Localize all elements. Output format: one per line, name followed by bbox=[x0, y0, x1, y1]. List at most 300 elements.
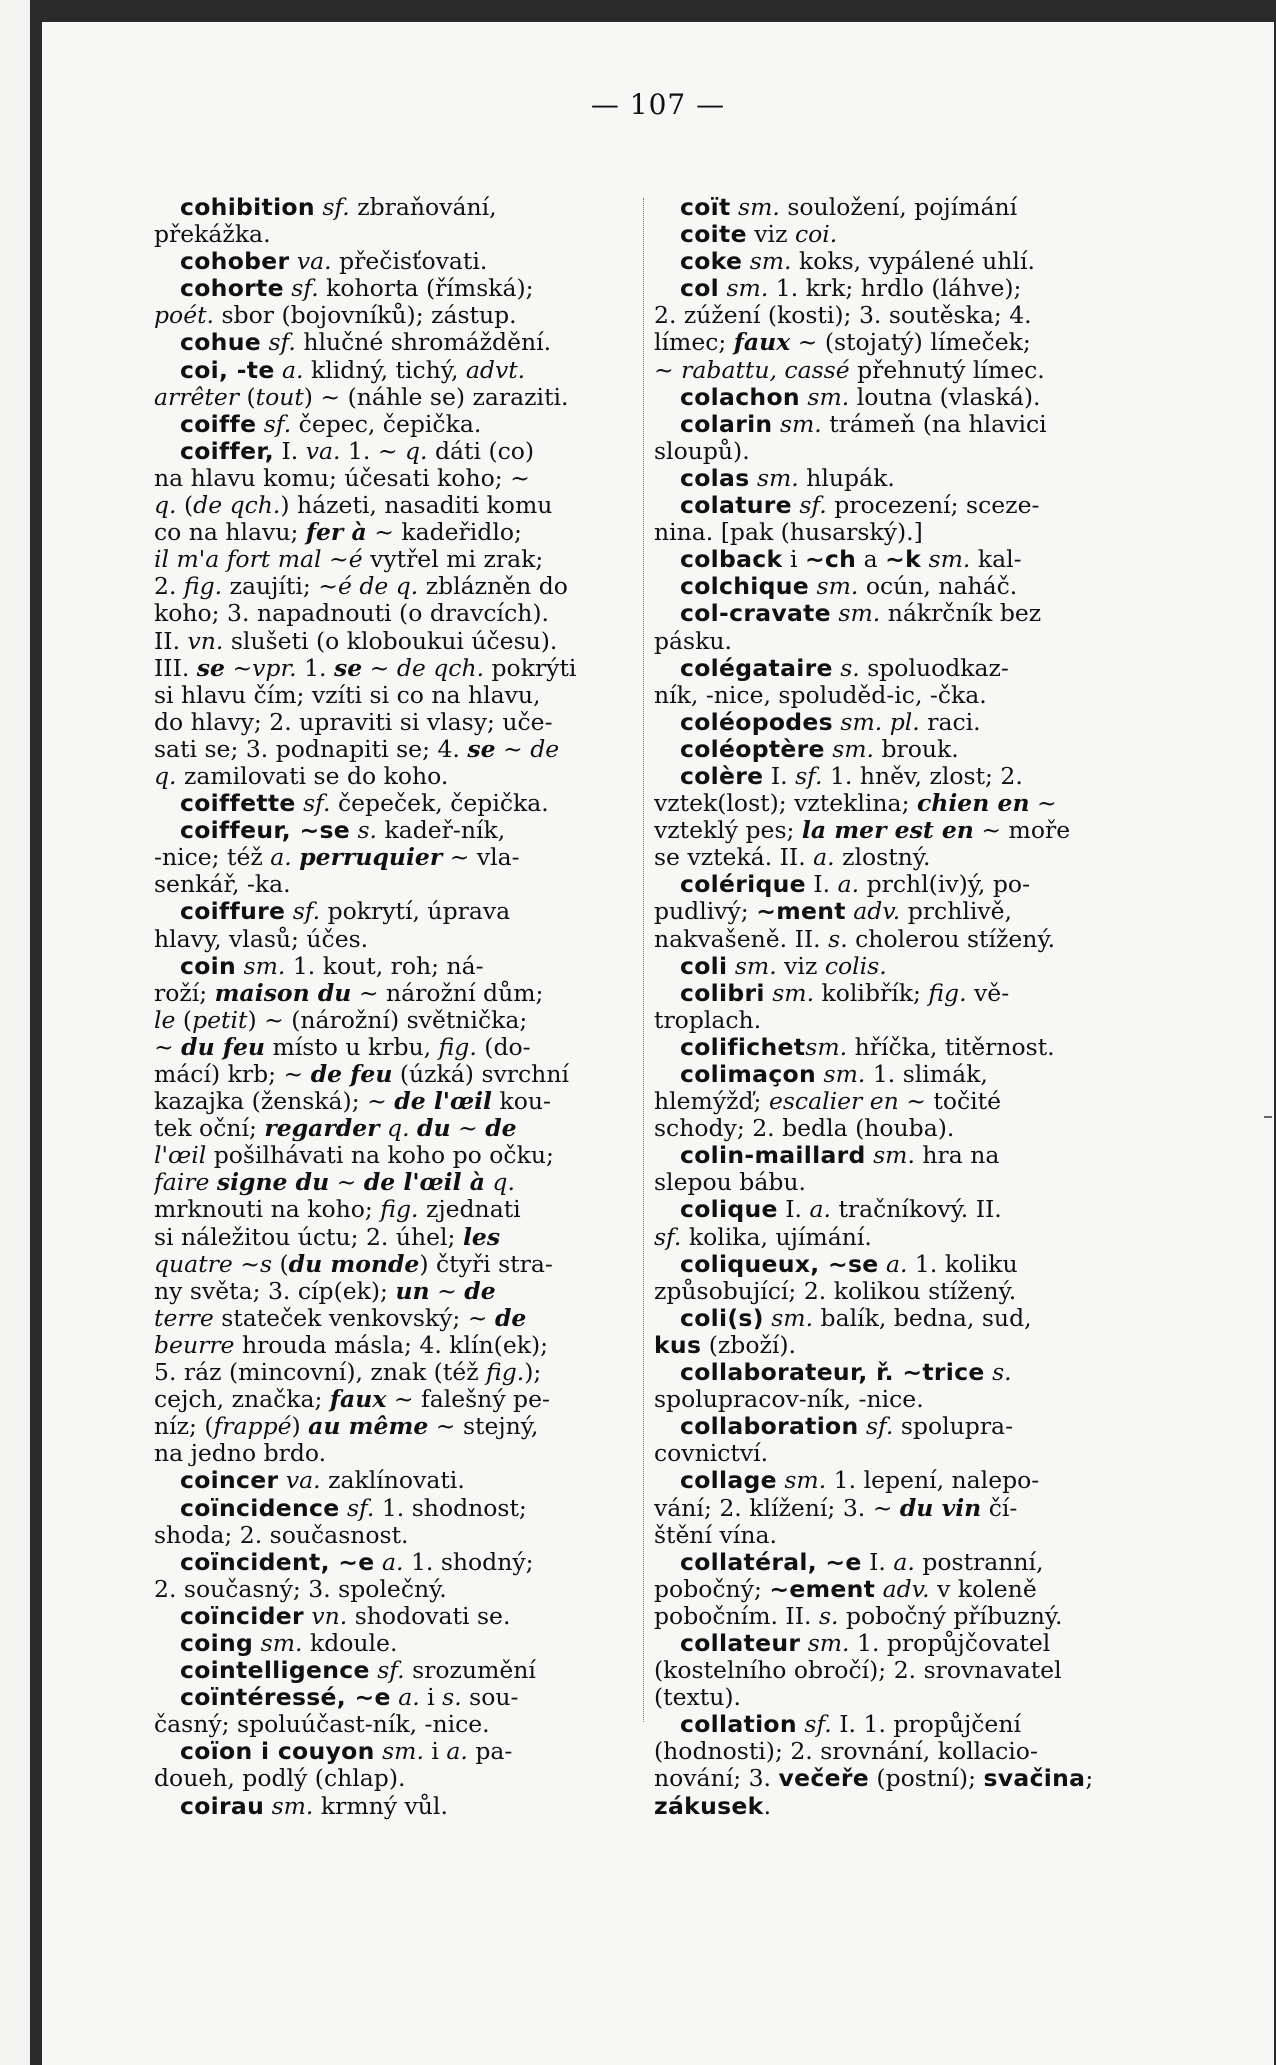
entry-text: 1. hněv, zlost; 2. bbox=[822, 762, 1023, 790]
entry-line bbox=[154, 1251, 644, 1278]
entry-line bbox=[154, 384, 644, 411]
entry-text: q. bbox=[154, 492, 177, 520]
entry-text: s. bbox=[828, 925, 848, 953]
entry-text: prchlivě, bbox=[900, 898, 1013, 926]
entry-line bbox=[654, 1576, 1142, 1603]
entry-text: du feu bbox=[181, 1033, 266, 1061]
entry-text: faire bbox=[154, 1169, 210, 1197]
entry-line bbox=[654, 871, 1142, 898]
entry-text: čí- bbox=[981, 1494, 1018, 1522]
entry-text: ); bbox=[524, 1359, 542, 1387]
entry-text: poét. bbox=[154, 302, 215, 330]
entry-text: 1. ~ bbox=[340, 437, 405, 465]
headword: coït bbox=[680, 194, 731, 221]
entry-text: ocún, naháč. bbox=[858, 573, 1018, 601]
entry-text: regarder bbox=[264, 1115, 380, 1143]
entry-text: sm. bbox=[253, 1629, 303, 1657]
headword: svačina bbox=[983, 1765, 1086, 1793]
entry-line bbox=[154, 221, 644, 248]
entry-line bbox=[154, 980, 644, 1007]
entry-text: faux bbox=[329, 1386, 387, 1414]
entry-text: slepou bábu. bbox=[654, 1169, 806, 1197]
headword: cohober bbox=[180, 248, 290, 276]
entry-line bbox=[654, 1386, 1142, 1413]
entry-text: spoluodkaz- bbox=[859, 654, 1009, 682]
entry-text: de qch. bbox=[396, 654, 485, 682]
entry-text: sm. bbox=[772, 410, 822, 438]
headword: coïntéressé, ~e bbox=[180, 1684, 391, 1712]
headword: colégataire bbox=[680, 654, 833, 682]
entry-line bbox=[654, 1711, 1142, 1738]
entry-text: arrêter bbox=[154, 383, 239, 411]
entry-line bbox=[154, 1169, 644, 1196]
entry-text: srozumění bbox=[404, 1657, 536, 1685]
entry-text: du monde bbox=[288, 1250, 420, 1278]
entry-text: vn. bbox=[303, 1602, 348, 1630]
entry-line bbox=[154, 1711, 644, 1738]
entry-line bbox=[654, 1332, 1142, 1359]
entry-text: un bbox=[395, 1277, 430, 1305]
entry-line bbox=[154, 1576, 644, 1603]
entry-text: pásku. bbox=[654, 627, 732, 655]
entry-text: sf. bbox=[339, 1494, 375, 1522]
entry-line bbox=[154, 275, 644, 302]
entry-text: colis. bbox=[824, 952, 887, 980]
entry-text: sf. bbox=[791, 492, 827, 520]
entry-text: ~ nárožní dům; bbox=[351, 979, 544, 1007]
entry-line bbox=[654, 1522, 1142, 1549]
entry-text: ) čtyři stra- bbox=[419, 1250, 553, 1278]
entry-text: hlupák. bbox=[798, 464, 895, 492]
entry-line bbox=[154, 953, 644, 980]
entry-text: ~ bbox=[1029, 790, 1057, 818]
entry-text: ( bbox=[272, 1250, 289, 1278]
entry-text: I. bbox=[805, 871, 838, 899]
entry-text: stateček venkovský; ~ bbox=[213, 1304, 495, 1332]
entry-text: viz bbox=[776, 952, 825, 980]
entry-text: časný; spoluúčast-ník, -nice. bbox=[154, 1711, 490, 1739]
entry-text: v koleně bbox=[929, 1575, 1037, 1603]
headword: coléoptère bbox=[680, 735, 825, 763]
entry-text: fer à bbox=[305, 519, 367, 547]
entry-text: trámeň (na hlavici bbox=[821, 410, 1047, 438]
entry-text: sf. bbox=[858, 1413, 894, 1441]
entry-line bbox=[154, 438, 644, 465]
headword: collateur bbox=[680, 1629, 801, 1657]
entry-text: sm. bbox=[799, 383, 850, 411]
entry-text: de l'œil bbox=[394, 1088, 492, 1116]
entry-text: II. bbox=[154, 627, 188, 655]
entry-text: pobočním. II. bbox=[654, 1602, 819, 1630]
headword: coli bbox=[680, 952, 728, 980]
entry-text: de bbox=[464, 1277, 496, 1305]
entry-text: shodovati se. bbox=[347, 1602, 511, 1630]
entry-text: sou- bbox=[461, 1684, 519, 1712]
entry-line bbox=[654, 1034, 1142, 1061]
entry-text: sm. bbox=[830, 600, 881, 628]
entry-text: ~ bbox=[329, 1169, 364, 1197]
entry-text: 1. kout, roh; ná- bbox=[285, 952, 484, 980]
headword: colas bbox=[680, 464, 750, 492]
entry-text: 1. bbox=[296, 654, 334, 682]
entry-text: ~ bbox=[450, 1115, 486, 1143]
headword: coke bbox=[680, 248, 743, 276]
entry-text: va. bbox=[305, 437, 341, 465]
entry-text: brouk. bbox=[874, 735, 959, 763]
entry-text: de bbox=[494, 1304, 527, 1332]
entry-line bbox=[654, 1440, 1142, 1467]
entry-text: du bbox=[417, 1115, 451, 1143]
entry-text: cholerou stížený. bbox=[847, 925, 1056, 953]
entry-line bbox=[154, 357, 644, 384]
entry-text: fig. bbox=[183, 573, 223, 601]
entry-text: koks, vypálené uhlí. bbox=[791, 248, 1035, 276]
entry-text: frappé bbox=[213, 1413, 292, 1441]
entry-line bbox=[154, 1793, 644, 1820]
entry-text: a. bbox=[274, 356, 304, 384]
entry-text: kohorta (římská); bbox=[318, 275, 534, 303]
entry-text: ~ vla- bbox=[442, 844, 520, 872]
entry-text: 1. koliku bbox=[907, 1250, 1018, 1278]
entry-text: balík, bedna, sud, bbox=[813, 1304, 1032, 1332]
entry-line bbox=[654, 1305, 1142, 1332]
entry-text: ( bbox=[238, 383, 256, 411]
entry-text: kal- bbox=[970, 546, 1022, 574]
entry-text: fig. bbox=[438, 1033, 477, 1061]
entry-text: klidný, tichý, bbox=[303, 356, 466, 384]
headword: ~ement bbox=[769, 1575, 876, 1603]
entry-text: du vin bbox=[899, 1494, 982, 1522]
entry-line bbox=[154, 546, 644, 573]
entry-text: 2. bbox=[154, 573, 184, 601]
entry-line bbox=[654, 384, 1142, 411]
entry-text: zaujíti; bbox=[222, 573, 319, 601]
entry-text: coi. bbox=[794, 221, 838, 249]
entry-text: beurre bbox=[154, 1331, 235, 1359]
entry-line bbox=[654, 1224, 1142, 1251]
entry-text: fig. bbox=[380, 1196, 419, 1224]
entry-line bbox=[654, 329, 1142, 356]
entry-text: ~é de q. bbox=[318, 573, 419, 601]
entry-text: troplach. bbox=[654, 1006, 762, 1034]
entry-line bbox=[154, 871, 644, 898]
right-column bbox=[654, 194, 1142, 1820]
entry-text: faux bbox=[733, 329, 791, 357]
entry-text: ) ~ (náhle se) zaraziti. bbox=[303, 383, 569, 411]
entry-text: ník, -nice, spoluděd-ic, -čka. bbox=[654, 681, 987, 709]
entry-line bbox=[654, 573, 1142, 600]
entry-line bbox=[154, 1061, 644, 1088]
entry-text: procezení; sceze- bbox=[826, 492, 1040, 520]
entry-text: sf. bbox=[795, 762, 823, 790]
headword: coiffure bbox=[180, 898, 286, 926]
entry-text: ~ bbox=[495, 735, 531, 763]
entry-line bbox=[654, 302, 1142, 329]
entry-line bbox=[654, 709, 1142, 736]
entry-text: hříčka, titěrnost. bbox=[847, 1033, 1055, 1061]
entry-text: ~ bbox=[224, 654, 253, 682]
entry-text: přečisťovati. bbox=[331, 248, 488, 276]
entry-line bbox=[154, 465, 644, 492]
entry-text: raci. bbox=[919, 708, 981, 736]
entry-text: nování; 3. bbox=[654, 1765, 779, 1793]
entry-text: ~ bbox=[154, 1033, 182, 1061]
headword: colback bbox=[680, 546, 783, 574]
entry-line bbox=[154, 248, 644, 275]
entry-text: a. bbox=[809, 1196, 831, 1224]
entry-text: ~ falešný pe- bbox=[386, 1386, 550, 1414]
entry-text: vě- bbox=[966, 979, 1010, 1007]
headword: collation bbox=[680, 1711, 797, 1739]
entry-text: kolika, ujímání. bbox=[681, 1223, 872, 1251]
entry-line bbox=[154, 1549, 644, 1576]
entry-text: pobočný; bbox=[654, 1575, 770, 1603]
entry-line bbox=[154, 763, 644, 790]
entry-text: spolupra- bbox=[893, 1413, 1014, 1441]
entry-text: sf. bbox=[260, 329, 296, 357]
entry-text: de l'œil à bbox=[363, 1169, 485, 1197]
entry-line bbox=[154, 1467, 644, 1494]
page-number: — 107 — bbox=[590, 88, 726, 121]
entry-line bbox=[154, 492, 644, 519]
entry-text: l'œil bbox=[154, 1142, 207, 1170]
entry-text bbox=[410, 1115, 417, 1142]
entry-text: sf. bbox=[369, 1657, 405, 1685]
entry-line bbox=[654, 1359, 1142, 1386]
headword: coiffe bbox=[180, 410, 257, 438]
entry-text: se bbox=[196, 654, 225, 682]
entry-text: pobočný příbuzný. bbox=[838, 1602, 1063, 1630]
entry-text bbox=[380, 1115, 387, 1142]
entry-text: (textu). bbox=[654, 1684, 741, 1712]
entry-text: kou- bbox=[491, 1088, 551, 1116]
entry-line bbox=[654, 1657, 1142, 1684]
entry-text: 5. ráz (mincovní), znak (též bbox=[154, 1359, 487, 1387]
headword: cohue bbox=[180, 329, 261, 357]
headword: coli(s) bbox=[680, 1304, 764, 1332]
entry-text: covnictví. bbox=[654, 1440, 769, 1468]
headword: collage bbox=[680, 1467, 777, 1495]
entry-text: sf. bbox=[314, 194, 350, 221]
headword: colchique bbox=[680, 573, 810, 601]
headword: ~ment bbox=[756, 898, 846, 926]
entry-text: sf. bbox=[285, 898, 321, 926]
headword: coin bbox=[180, 952, 237, 980]
entry-line bbox=[654, 248, 1142, 275]
entry-text: ~ bbox=[654, 356, 682, 384]
entry-text: -nice; též bbox=[154, 844, 271, 872]
headword: colachon bbox=[680, 383, 800, 411]
headword: coïncider bbox=[180, 1602, 304, 1630]
entry-line bbox=[654, 357, 1142, 384]
entry-text: sloupů). bbox=[654, 437, 750, 465]
entry-text: ; bbox=[1085, 1765, 1094, 1793]
entry-text: přehnutý límec. bbox=[849, 356, 1045, 384]
entry-text: se vzteká. II. bbox=[654, 844, 814, 872]
headword: colère bbox=[680, 762, 764, 790]
entry-text: (do- bbox=[476, 1033, 531, 1061]
entry-line bbox=[654, 1196, 1142, 1223]
entry-text: postranní, bbox=[914, 1548, 1044, 1576]
entry-line bbox=[154, 600, 644, 627]
entry-text: senkář, -ka. bbox=[154, 871, 291, 899]
entry-line bbox=[154, 1007, 644, 1034]
entry-text: adv. bbox=[875, 1575, 930, 1603]
entry-text: kazajka (ženská); ~ bbox=[154, 1088, 395, 1116]
headword: colibri bbox=[680, 979, 765, 1007]
entry-text: a. bbox=[893, 1548, 915, 1576]
headword: colique bbox=[680, 1196, 778, 1224]
entry-text: sf. bbox=[283, 275, 319, 303]
entry-line bbox=[154, 302, 644, 329]
entry-text: sm. bbox=[805, 1033, 848, 1061]
entry-text: prchl(iv)ý, po- bbox=[859, 871, 1031, 899]
entry-line bbox=[654, 411, 1142, 438]
entry-line bbox=[154, 519, 644, 546]
entry-text: hrouda másla; 4. klín(ek); bbox=[234, 1331, 549, 1359]
entry-text: sm. bbox=[727, 952, 777, 980]
entry-text: hlavy, vlasů; účes. bbox=[154, 925, 369, 953]
entry-text: vání; 2. klížení; 3. ~ bbox=[654, 1494, 900, 1522]
entry-line bbox=[154, 898, 644, 925]
entry-line bbox=[654, 1765, 1142, 1792]
headword: coléopodes bbox=[680, 708, 833, 736]
entry-line bbox=[154, 411, 644, 438]
entry-text: de bbox=[485, 1115, 517, 1143]
entry-line bbox=[154, 628, 644, 655]
entry-text: slušeti (o kloboukui účesu). bbox=[223, 627, 558, 655]
headword: coiffer, bbox=[180, 437, 274, 465]
entry-text: pošilhávati na koho po očku; bbox=[206, 1142, 554, 1170]
entry-text: místo u krbu, bbox=[265, 1033, 439, 1061]
column-divider bbox=[643, 198, 644, 1722]
entry-text: štění vína. bbox=[654, 1521, 777, 1549]
entry-text: 1. slimák, bbox=[865, 1061, 988, 1088]
headword: col bbox=[680, 275, 720, 303]
entry-text: koho; 3. napadnouti (o dravcích). bbox=[154, 600, 550, 628]
entry-text: I. bbox=[273, 437, 306, 465]
headword: collatéral, ~e bbox=[680, 1548, 862, 1576]
headword: coïncidence bbox=[180, 1494, 340, 1522]
headword: collaborateur, ř. ~trice bbox=[680, 1359, 985, 1387]
entry-text: de bbox=[530, 735, 560, 763]
entry-text: sm. bbox=[749, 464, 799, 492]
entry-text: rabattu, cassé bbox=[681, 356, 850, 384]
entry-text: (kostelního obročí); 2. srovnavatel bbox=[654, 1657, 1062, 1685]
entry-text: sm. bbox=[374, 1738, 424, 1766]
entry-line bbox=[654, 1061, 1142, 1088]
entry-line bbox=[154, 926, 644, 953]
entry-line bbox=[154, 844, 644, 871]
entry-line bbox=[654, 790, 1142, 817]
entry-text: loutna (vlaská). bbox=[849, 383, 1041, 411]
headword: colarin bbox=[680, 410, 773, 438]
entry-text: pudlivý; bbox=[654, 898, 757, 926]
entry-text: a. bbox=[837, 871, 860, 899]
entry-line bbox=[654, 1793, 1142, 1820]
entry-text: ~ točité bbox=[898, 1088, 1002, 1116]
entry-text: quatre bbox=[154, 1250, 233, 1278]
entry-line bbox=[654, 1142, 1142, 1169]
entry-line bbox=[154, 1142, 644, 1169]
entry-line bbox=[654, 1630, 1142, 1657]
entry-text: a. bbox=[446, 1738, 468, 1766]
entry-text: a. bbox=[813, 844, 835, 872]
entry-text: de qch. bbox=[193, 492, 281, 520]
entry-line bbox=[654, 546, 1142, 573]
entry-text: sm. pl. bbox=[832, 708, 920, 736]
entry-line bbox=[654, 1251, 1142, 1278]
entry-line bbox=[654, 628, 1142, 655]
headword: colimaçon bbox=[680, 1061, 817, 1088]
entry-line bbox=[654, 1603, 1142, 1630]
entry-text: tout bbox=[255, 383, 304, 411]
entry-text: tek oční; bbox=[154, 1115, 265, 1143]
entry-text: s bbox=[259, 1250, 273, 1278]
entry-line bbox=[154, 655, 644, 682]
entry-line bbox=[154, 709, 644, 736]
entry-text: co na hlavu; bbox=[154, 519, 306, 547]
entry-text: dáti (co) bbox=[427, 437, 535, 465]
entry-line bbox=[654, 221, 1142, 248]
entry-line bbox=[654, 1007, 1142, 1034]
entry-text: maison du bbox=[214, 979, 352, 1007]
entry-text: sm. bbox=[264, 1792, 314, 1820]
headword: cohorte bbox=[180, 275, 284, 303]
entry-text: (postní); bbox=[868, 1765, 984, 1793]
entry-text: sf. bbox=[295, 790, 331, 818]
entry-line bbox=[154, 1332, 644, 1359]
entry-text: ~ bbox=[232, 1250, 260, 1278]
entry-line bbox=[654, 1413, 1142, 1440]
entry-line bbox=[654, 1549, 1142, 1576]
entry-text: q. bbox=[492, 1169, 515, 1197]
entry-text: s. bbox=[350, 817, 378, 845]
entry-line bbox=[654, 492, 1142, 519]
entry-text: sm. bbox=[921, 546, 971, 574]
entry-text: límec; bbox=[654, 329, 734, 357]
headword: collaboration bbox=[680, 1413, 859, 1441]
entry-line bbox=[154, 1765, 644, 1792]
entry-text: a. bbox=[270, 844, 292, 872]
entry-text: pa- bbox=[467, 1738, 513, 1766]
entry-text: kadeř-ník, bbox=[377, 817, 506, 845]
entry-line bbox=[654, 194, 1142, 221]
entry-text: sf. bbox=[654, 1223, 682, 1251]
entry-line bbox=[154, 1278, 644, 1305]
entry-line bbox=[654, 519, 1142, 546]
headword: colifichet bbox=[680, 1033, 806, 1061]
entry-line bbox=[154, 1738, 644, 1765]
entry-text: ~ stejný, bbox=[428, 1413, 539, 1441]
entry-text: souložení, pojímání bbox=[779, 194, 1018, 221]
entry-text: doueh, podlý (chlap). bbox=[154, 1765, 406, 1793]
entry-text: roží; bbox=[154, 979, 215, 1007]
entry-text: i bbox=[782, 546, 805, 574]
entry-text: pokrytí, úprava bbox=[320, 898, 511, 926]
entry-line bbox=[154, 1224, 644, 1251]
entry-line bbox=[654, 980, 1142, 1007]
entry-line bbox=[154, 573, 644, 600]
headword: coirau bbox=[180, 1792, 265, 1820]
entry-text: q. bbox=[404, 437, 428, 465]
entry-text: 1. krk; hrdlo (láhve); bbox=[768, 275, 1022, 303]
headword: coing bbox=[180, 1629, 254, 1657]
headword: ~k bbox=[885, 546, 922, 574]
entry-line bbox=[154, 1440, 644, 1467]
entry-text: a bbox=[856, 546, 886, 574]
entry-text: ( bbox=[176, 492, 194, 520]
